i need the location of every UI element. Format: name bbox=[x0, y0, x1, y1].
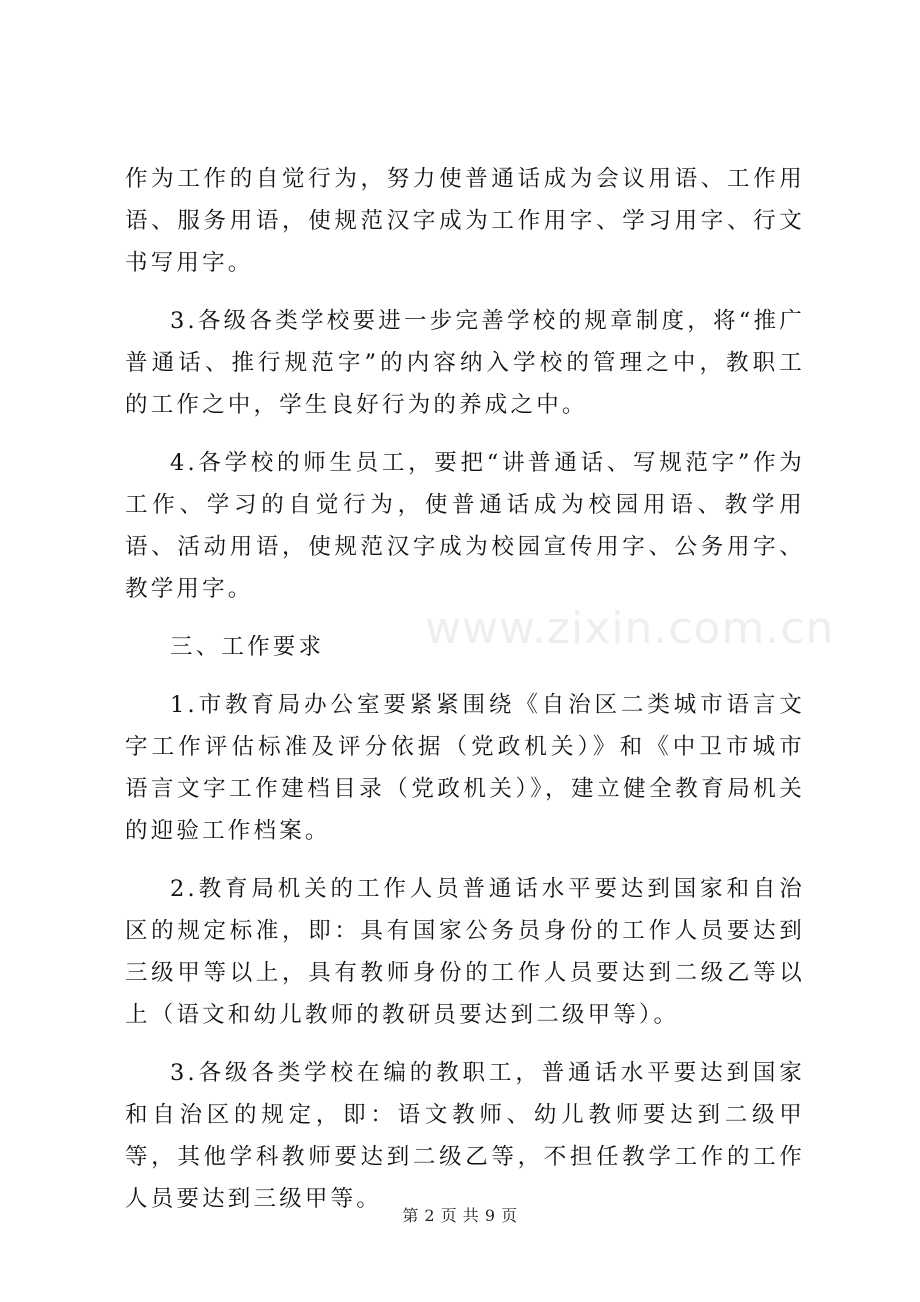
watermark: www.zixin.com.cn bbox=[425, 603, 835, 654]
document-body bbox=[125, 158, 805, 1236]
page-footer: 第 2 页 共 9 页 bbox=[402, 1206, 518, 1225]
paragraph-requirement-3: 3.各级各类学校在编的教职工，普通话水平要达到国家和自治区的规定，即：语文教师、幼儿教师要达到二级甲等，其他学科教师要达到二级乙等，不担任教学工作的工作人员要达到三级甲等。 bbox=[125, 1060, 805, 1212]
paragraph-item-4: 4.各学校的师生员工，要把“讲普通话、写规范字”作为工作、学习的自觉行为，使普通话成为校园用语、教学用语、活动用语，使规范汉字成为校园宣传用字、公务用字、教学用字。 bbox=[125, 450, 805, 602]
paragraph-requirement-2: 2.教育局机关的工作人员普通话水平要达到国家和自治区的规定标准，即：具有国家公务员身份的工作人员要达到三级甲等以上，具有教师身份的工作人员要达到二级乙等以上（语文和幼儿教师的教研员要达到二级甲等）。 bbox=[125, 876, 805, 1028]
paragraph-item-3: 3.各级各类学校要进一步完善学校的规章制度，将“推广普通话、推行规范字”的内容纳入学校的管理之中，教职工的工作之中，学生良好行为的养成之中。 bbox=[125, 308, 805, 418]
paragraph-requirement-1: 1.市教育局办公室要紧紧围绕《自治区二类城市语言文字工作评估标准及评分依据（党政机关）》和《中卫市城市语言文字工作建档目录（党政机关）》，建立健全教育局机关的迎验工作档案。 bbox=[125, 692, 805, 844]
paragraph-continued: 作为工作的自觉行为，努力使普通话成为会议用语、工作用语、服务用语，使规范汉字成为工作用字、学习用字、行文书写用字。 bbox=[125, 166, 805, 276]
section-heading-work-requirements: 三、工作要求 bbox=[170, 634, 325, 660]
